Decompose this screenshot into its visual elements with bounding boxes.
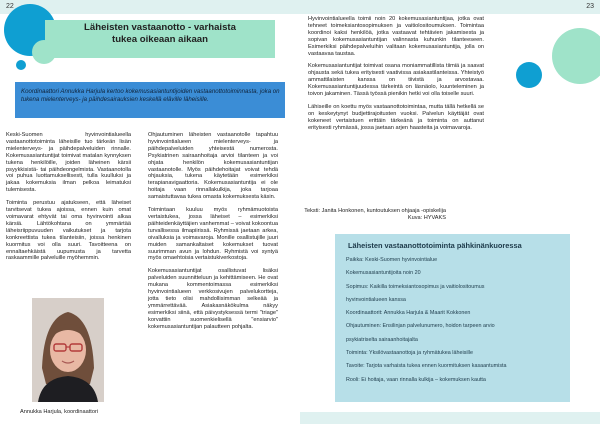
column-1 xyxy=(6,132,131,268)
info-item: Koordinaattorit: Annukka Harjula & Maarit Kokkonen xyxy=(346,310,471,317)
credits-text: Teksti: Janita Honkonen, kuntoutuksen ohjaaja -opiskelija xyxy=(304,208,446,214)
portrait-image xyxy=(32,298,104,402)
right-paragraph-2: Kokemusasiantuntijat toimivat osana moniammatillista tiimiä ja saavat ohjausta sekä tukea erityisesti vaativissa asiakastilanteissa. Yhteistyö ammattilaisten kanssa on tiivistä ja arvostavaa. Kokemusasiantuntijuudessa tärkeintä on läsnäolo, kuunteleminen ja toivon jakaminen. Tässä työssä pienikin hetki voi olla toiselle suuri. xyxy=(308,63,484,98)
article-title xyxy=(60,22,260,46)
info-item: Toiminta: Yksilövastaanottoja ja ryhmätukea läheisille xyxy=(346,350,473,357)
col2-paragraph-1: Ohjautuminen läheisten vastaanotolle tapahtuu hyvinvointialueen mielenterveys- ja päihdepalveluiden yhteisestä numerosta. Psykiatrinen sairaanhoitaja arvioi tilanteen ja voi ohjata henkilön kokemusasiantuntijan vastaanotolle. Myös päihdehoitajat voivat tehdä ohjauksia, tukena käytetään esimerkiksi terapianavigaattoria. Kokemusasiantuntija ei ole hoitaja vaan rinnallakulkija, joka tarjoaa samaistuttavaa tukea omasta kokemuksesta käsin. xyxy=(148,132,278,201)
portrait-photo xyxy=(32,298,104,402)
info-box-title: Läheisten vastaanottotoiminta pähkinänkuoressa xyxy=(348,241,522,250)
top-band-right xyxy=(300,0,600,14)
right-page xyxy=(300,0,600,424)
info-box-list xyxy=(346,254,568,387)
info-item: Kokemusasiantuntijoita noin 20 xyxy=(346,270,421,277)
info-item: Ohjautuminen: Ensilinjan palvelunumero, hoidon tarpeen arvio xyxy=(346,323,495,330)
info-item: Paikka: Keski-Suomen hyvinvointialue xyxy=(346,257,438,263)
info-item: psykiatriselta sairaanhoitajalta xyxy=(346,336,418,343)
info-item: Tavoite: Tarjota varhaista tukea ennen kuormituksen kasaantumista xyxy=(346,363,507,370)
column-2 xyxy=(148,132,278,336)
bottom-band xyxy=(300,412,600,424)
decor-circle-blue-right xyxy=(516,62,542,88)
intro-text: Koordinaattori Annukka Harjula kertoo kokemusasiantuntijoiden vastaanottotoiminnasta, joka on tukena mielenterveys- ja päihdesairauksien keskellä eläville läheisille. xyxy=(21,88,280,103)
col1-paragraph-1: Keski-Suomen hyvinvointialueella vastaanottotoiminta läheisille tuo tärkeän lisän mielenterveys- ja päihdepalveluiden rinnalle. Kokemusasiantuntijat toimivat matalan kynnyksen tukena henkilöille, joiden läheinen kärsii psyykkisistä- tai päihdeongelmista. Vastaanotolla voi puhua luottamuksellisesti, tulla kuulluksi ja jakaa kokemuksia ilman pelkoa leimatuksi tulemisesta. xyxy=(6,132,131,194)
col2-paragraph-2: Toimintaan kuuluu myös ryhmämuotoista vertaistukea, jossa läheiset – esimerkiksi päihteidenkäyttäjien vanhemmat – voivat kokoontua turvallisessa ilmapiirissä. Ryhmissä jaetaan arkea, oivalluksia ja voimavaroja. Monille osallistujille juuri muiden samankaltaiset kokemukset tuovat suurimman avun ja lohdun. Ryhmistä voi syntyä myös omaehtoisia vertaistukiverkostoja. xyxy=(148,207,278,262)
right-column-top xyxy=(308,16,484,138)
info-item: hyvinvointialueen kanssa xyxy=(346,296,406,303)
photo-caption: Annukka Harjula, koordinaattori xyxy=(20,409,99,415)
title-line-1: Läheisten vastaanotto - varhaista xyxy=(84,22,236,33)
page-number-right: 23 xyxy=(586,3,594,10)
credits-photo: Kuva: HYVAKS xyxy=(407,215,446,221)
info-item: Sopimus: Kaikilla toimeksiantosopimus ja vaitiolositoumus xyxy=(346,283,485,290)
right-paragraph-3: Lähiseille on koettu myös vastaanottotoimintaa, mutta tällä hetkellä se on keskeytynyt budjettirajoitusten vuoksi. Palvelun käyttäjät ovat kokeneet vertaistuen erittäin tärkeänä ja toiminta on auttanut erityisesti ryhmässä, jossa jaetaan arjen haasteita ja voimavaroja. xyxy=(308,103,484,131)
page-number-left: 22 xyxy=(6,3,14,10)
right-paragraph-1: Hyvinvointialueella toimii noin 20 kokemusasiantuntijaa, jotka ovat tehneet toimeksiantosopimuksen ja vaitiolositoumuksen. Toimintaa koordinoi kaksi henkilöä, jotka vastaavat tehtävien jakamisesta ja sopivan kokemusasiantuntijan valinnasta kuhunkin tilanteeseen. Esimerkiksi päihdepalveluihin valitaan kokemusasiantuntija, jolla on vastaavaa taustaa. xyxy=(308,16,484,57)
col1-paragraph-2: Toiminta perustuu ajatukseen, että läheiset tarvitsevat tukea ajoissa, ennen kuin omat voimavarat ehtyvät tai oma hyvinvointi alkaa kärsiä. Lähtökohtana on ymmärtää läheisriippuvuuden vaikutukset ja tarjota konkreettista tukea tilanteisiin, joissa henkinen kuormitus voi olla suuri. Tavoitteena on ennaltaehkäistä uupumusta ja tarvetta raskaammille palveluille myöhemmin. xyxy=(6,200,131,262)
title-line-2: tukea oikeaan aikaan xyxy=(112,34,208,45)
decor-circle-small xyxy=(16,60,26,70)
col2-paragraph-3: Kokemusasiantuntijat osallistuvat lisäksi palveluiden suunnitteluun ja kehittämiseen. He ovat mukana kommentoimassa esimerkiksi hyvinvointialueen verkkosivujen palvelukortteja, jotta tieto olisi mahdollisimman selkeää ja ymmärrettävää. Asiakasnäkökulma näkyy esimerkiksi siinä, että päivystyksessä termi "triage" korvattiin suomenkielisellä "ensiarvio" kokemusasiantuntijan palautteen pohjalta. xyxy=(148,268,278,330)
info-item: Rooli: Ei hoitaja, vaan rinnalla kulkija – kokemuksen kautta xyxy=(346,376,486,383)
credits xyxy=(300,208,446,222)
decor-circle-mint-right xyxy=(552,28,600,84)
